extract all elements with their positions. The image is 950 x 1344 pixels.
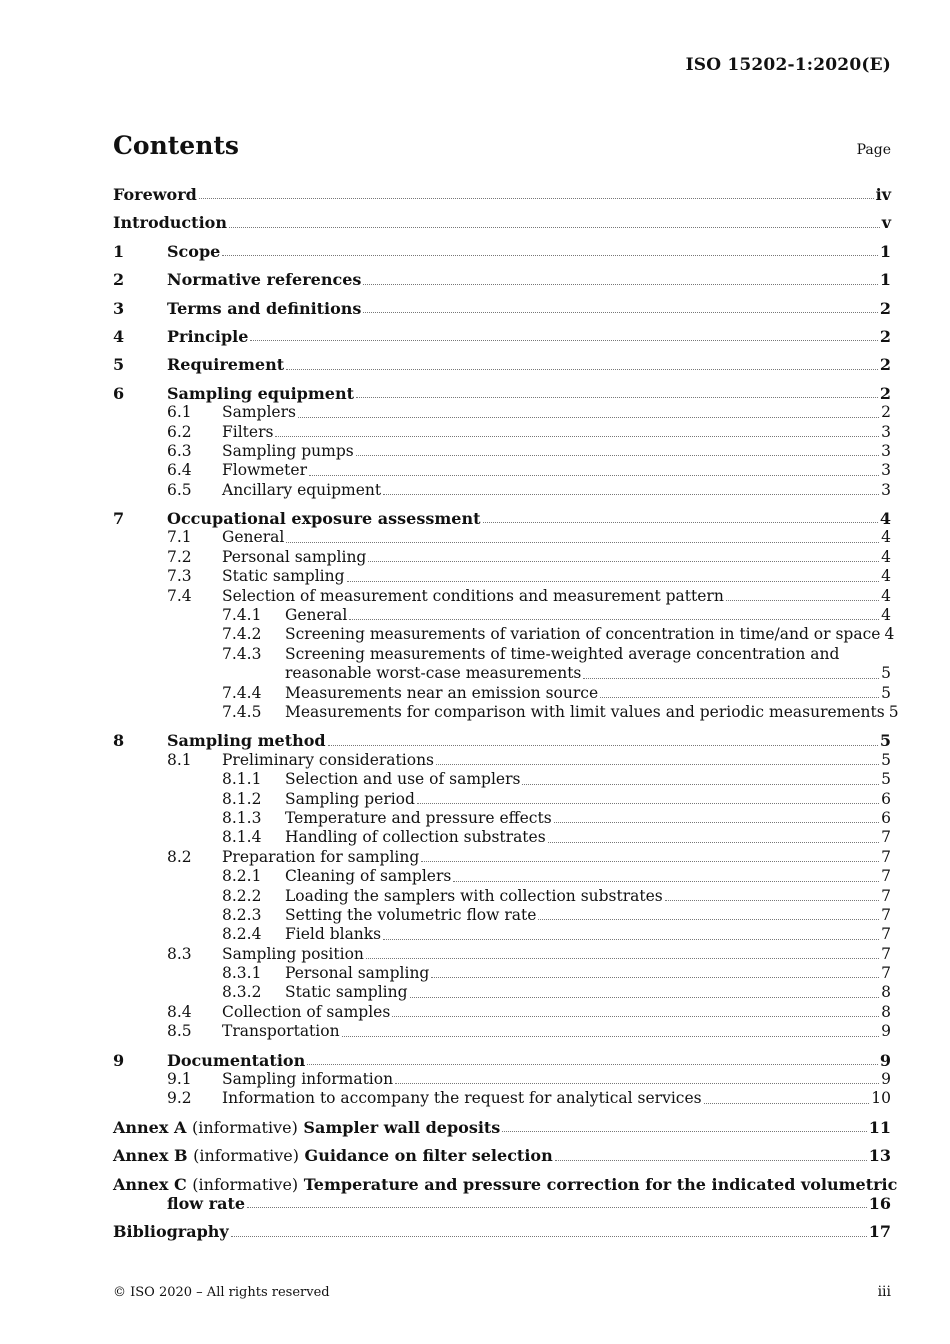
toc-entry-number: 7.2 xyxy=(167,547,192,566)
toc-entry-title: General xyxy=(285,606,348,625)
toc-entry-title: Documentation xyxy=(167,1050,306,1070)
toc-entry[interactable] xyxy=(113,945,891,964)
toc-entry-number: 7.3 xyxy=(167,567,192,586)
dot-leader xyxy=(229,226,880,228)
toc-entry-number: 6.2 xyxy=(167,422,192,441)
toc-entry-title: Flowmeter xyxy=(222,461,307,480)
dot-leader xyxy=(363,311,877,313)
toc-entry-page: 6 xyxy=(881,789,891,808)
toc-entry-number: 8.3.2 xyxy=(222,983,262,1002)
toc-entry[interactable] xyxy=(113,587,891,606)
toc-entry-page: 4 xyxy=(881,567,891,586)
toc-entry-title: Bibliography xyxy=(113,1222,229,1242)
toc-entry[interactable] xyxy=(113,299,891,318)
toc-entry-title: Preparation for sampling xyxy=(222,847,420,866)
dot-leader xyxy=(431,976,879,978)
toc-entry[interactable] xyxy=(113,731,891,750)
annex-label: Annex A xyxy=(113,1117,187,1137)
toc-entry-title: Setting the volumetric flow rate xyxy=(285,905,537,924)
toc-entry-title: Collection of samples xyxy=(222,1002,391,1021)
toc-entry-number: 7.4.1 xyxy=(222,606,262,625)
toc-entry-number: 8.1.4 xyxy=(222,828,262,847)
toc-entry-title: Filters xyxy=(222,422,274,441)
toc-entry-number: 8.2.4 xyxy=(222,925,262,944)
toc-entry-page: 8 xyxy=(881,1002,891,1021)
toc-entry-number: 3 xyxy=(113,298,125,318)
dot-leader xyxy=(453,880,879,882)
dot-leader xyxy=(383,938,879,940)
toc-entry-title: Requirement xyxy=(167,355,285,375)
dot-leader xyxy=(307,1063,878,1065)
toc-entry[interactable] xyxy=(113,964,891,983)
toc-entry-page: 2 xyxy=(879,326,891,346)
toc-entry-page: 7 xyxy=(881,925,891,944)
toc-entry-number: 8.2.3 xyxy=(222,905,262,924)
annex-label: Annex C xyxy=(113,1174,187,1194)
dot-leader xyxy=(726,599,879,601)
toc-entry-title: Sampling position xyxy=(222,944,364,963)
dot-leader xyxy=(199,197,874,199)
dot-leader xyxy=(548,841,879,843)
toc-entry-number: 8 xyxy=(113,731,125,751)
toc-entry-title: Static sampling xyxy=(285,983,408,1002)
toc-entry-title: Selection of measurement conditions and measurement pattern xyxy=(222,586,724,605)
dot-leader xyxy=(222,254,878,256)
toc-entry-page: 3 xyxy=(881,422,891,441)
dot-leader xyxy=(554,821,879,823)
toc-entry-title: Sampling method xyxy=(167,731,326,751)
toc-entry-number: 7.1 xyxy=(167,528,192,547)
dot-leader xyxy=(483,521,878,523)
toc-entry-number: 8.3 xyxy=(167,944,192,963)
toc-entry-title: Sampling pumps xyxy=(222,441,354,460)
dot-leader xyxy=(309,474,879,476)
document-id: ISO 15202-1:2020(E) xyxy=(685,55,891,75)
dot-leader xyxy=(363,283,877,285)
toc-entry-page: 9 xyxy=(879,1050,891,1070)
toc-entry-number: 7.4.5 xyxy=(222,703,262,721)
toc-entry-page: 2 xyxy=(879,383,891,403)
toc-entry-number: 7.4.3 xyxy=(222,644,262,663)
toc-entry-page: 11 xyxy=(868,1117,891,1137)
toc-entry-title: Preliminary considerations xyxy=(222,750,435,769)
toc-entry-title: Principle xyxy=(167,326,249,346)
toc-entry-page: 5 xyxy=(888,703,899,721)
toc-entry-number: 6.1 xyxy=(167,403,192,422)
toc-entry-number: 8.3.1 xyxy=(222,964,262,983)
page-number: iii xyxy=(877,1284,891,1300)
toc-entry-number: 7.4.4 xyxy=(222,683,262,702)
toc-entry-page: 5 xyxy=(879,731,891,751)
toc-entry-page: 2 xyxy=(881,403,891,422)
toc-entry[interactable] xyxy=(113,751,891,770)
toc-entry-page: iv xyxy=(875,185,891,204)
dot-leader xyxy=(366,957,879,959)
toc-entry-page: 13 xyxy=(868,1146,891,1166)
dot-leader xyxy=(275,435,879,437)
toc-entry[interactable] xyxy=(113,703,899,722)
dot-leader xyxy=(421,860,879,862)
dot-leader xyxy=(231,1235,867,1237)
dot-leader xyxy=(417,802,879,804)
annex-title: Temperature and pressure correction for the indicated volumetric xyxy=(303,1174,898,1194)
toc-entry-page: 1 xyxy=(879,241,891,261)
toc-entry-page: 9 xyxy=(881,1070,891,1089)
toc-entry-title: Loading the samplers with collection substrates xyxy=(285,886,663,905)
toc-entry-page: 7 xyxy=(881,867,891,886)
toc-entry-page: 7 xyxy=(881,847,891,866)
toc-entry-number: 7 xyxy=(113,509,125,529)
toc-entry-title: Occupational exposure assessment xyxy=(167,509,481,529)
toc-entry-title: Introduction xyxy=(113,213,227,233)
dot-leader xyxy=(436,763,879,765)
toc-entry[interactable] xyxy=(113,270,891,289)
toc-entry-title: Ancillary equipment xyxy=(222,480,382,499)
toc-entry[interactable] xyxy=(113,548,891,567)
toc-entry[interactable] xyxy=(113,1051,891,1070)
toc-entry-page: 3 xyxy=(881,461,891,480)
dot-leader xyxy=(356,454,879,456)
dot-leader xyxy=(368,560,879,562)
toc-entry-title: Measurements near an emission source xyxy=(285,683,599,702)
toc-entry[interactable] xyxy=(113,423,891,442)
toc-entry[interactable] xyxy=(113,790,891,809)
toc-entry-page: 4 xyxy=(879,509,891,529)
dot-leader xyxy=(347,580,880,582)
toc-entry-page: v xyxy=(881,213,891,233)
toc-entry-page: 8 xyxy=(881,983,891,1002)
page-column-label: Page xyxy=(856,142,891,158)
annex-title: Guidance on filter selection xyxy=(304,1146,553,1166)
toc-entry-title: Foreword xyxy=(113,185,197,204)
toc-entry[interactable] xyxy=(113,213,891,232)
toc-entry[interactable] xyxy=(113,355,891,374)
toc-entry-title: Temperature and pressure effects xyxy=(285,808,552,827)
toc-entry[interactable] xyxy=(113,327,891,346)
toc-entry-number: 6.3 xyxy=(167,441,192,460)
toc-entry[interactable] xyxy=(113,509,891,528)
dot-leader xyxy=(600,696,879,698)
copyright-notice: © ISO 2020 – All rights reserved xyxy=(113,1285,330,1300)
toc-entry-title: Scope xyxy=(167,241,221,261)
toc-entry[interactable] xyxy=(113,1070,891,1089)
toc-entry-page: 4 xyxy=(881,547,891,566)
toc-entry-number: 2 xyxy=(113,270,125,290)
toc-entry-title: Field blanks xyxy=(285,925,382,944)
toc-entry-number: 7.4 xyxy=(167,586,192,605)
dot-leader xyxy=(247,1206,867,1208)
toc-entry[interactable] xyxy=(113,809,891,828)
toc-entry[interactable] xyxy=(113,645,891,684)
toc-entry-title: Screening measurements of time-weighted average concentration and xyxy=(285,644,840,663)
dot-leader xyxy=(538,918,879,920)
toc-entry-page: 10 xyxy=(871,1089,891,1108)
toc-entry-page: 4 xyxy=(881,606,891,625)
toc-entry-number: 8.1.1 xyxy=(222,770,262,789)
toc-entry-title: Sampling equipment xyxy=(167,383,354,403)
toc-entry-number: 9.1 xyxy=(167,1070,192,1089)
toc-entry-page: 3 xyxy=(881,441,891,460)
dot-leader xyxy=(342,1035,880,1037)
toc-entry-title: Sampling information xyxy=(222,1070,394,1089)
toc-entry-title: Personal sampling xyxy=(285,964,430,983)
toc-entry-number: 7.4.2 xyxy=(222,625,262,644)
dot-leader xyxy=(286,368,878,370)
annex-title: Sampler wall deposits xyxy=(303,1117,501,1137)
toc-entry-title xyxy=(113,1146,553,1165)
toc-entry-page: 17 xyxy=(868,1222,891,1242)
toc-entry-page: 6 xyxy=(881,808,891,827)
toc-entry[interactable] xyxy=(113,403,891,422)
toc-entry[interactable] xyxy=(113,1146,891,1165)
toc-entry[interactable] xyxy=(113,828,891,847)
toc-entry-number: 6.5 xyxy=(167,480,192,499)
toc-entry-page: 3 xyxy=(881,480,891,499)
toc-entry[interactable] xyxy=(113,770,891,789)
dot-leader xyxy=(356,396,878,398)
toc-entry[interactable] xyxy=(113,1174,898,1214)
toc-entry[interactable] xyxy=(113,1089,891,1108)
toc-entry-number: 8.2.1 xyxy=(222,867,262,886)
toc-entry-title xyxy=(113,1118,500,1137)
toc-entry-number: 8.5 xyxy=(167,1022,192,1041)
toc-entry-number: 1 xyxy=(113,241,125,261)
toc-entry-title xyxy=(113,1175,897,1194)
toc-entry-page: 9 xyxy=(881,1022,891,1041)
dot-leader xyxy=(349,618,879,620)
table-of-contents xyxy=(113,185,899,1242)
toc-entry-number: 9 xyxy=(113,1050,125,1070)
annex-type: (informative) xyxy=(192,1174,299,1194)
toc-entry[interactable] xyxy=(113,606,891,625)
toc-entry[interactable] xyxy=(113,925,891,944)
toc-entry[interactable] xyxy=(113,625,895,644)
toc-entry[interactable] xyxy=(113,684,891,703)
toc-entry-number: 6 xyxy=(113,383,125,403)
toc-entry-page: 4 xyxy=(881,586,891,605)
toc-entry[interactable] xyxy=(113,461,891,480)
toc-entry[interactable] xyxy=(113,242,891,261)
toc-entry-number: 8.2.2 xyxy=(222,886,262,905)
dot-leader xyxy=(286,541,879,543)
toc-entry-number: 6.4 xyxy=(167,461,192,480)
toc-entry-number: 8.4 xyxy=(167,1002,192,1021)
dot-leader xyxy=(555,1159,867,1161)
toc-entry-title: Personal sampling xyxy=(222,547,367,566)
toc-entry-title: Information to accompany the request for analytical services xyxy=(222,1089,702,1108)
toc-entry-number: 8.1 xyxy=(167,750,192,769)
toc-entry-page: 2 xyxy=(879,355,891,375)
toc-entry-page: 5 xyxy=(881,683,891,702)
toc-entry-page: 7 xyxy=(881,828,891,847)
annex-type: (informative) xyxy=(191,1117,298,1137)
toc-entry[interactable] xyxy=(113,887,891,906)
dot-leader xyxy=(665,899,879,901)
toc-entry[interactable] xyxy=(113,1003,891,1022)
toc-entry[interactable] xyxy=(113,848,891,867)
toc-entry-title: Sampling period xyxy=(285,789,415,808)
dot-leader xyxy=(328,744,878,746)
dot-leader xyxy=(395,1082,879,1084)
toc-entry-page: 7 xyxy=(881,944,891,963)
toc-entry-number: 9.2 xyxy=(167,1089,192,1108)
dot-leader xyxy=(410,996,880,998)
toc-entry-title: reasonable worst-case measurements xyxy=(285,664,582,683)
toc-entry-number: 5 xyxy=(113,355,125,375)
toc-entry[interactable] xyxy=(113,528,891,547)
toc-entry-title: Screening measurements of variation of concentration in time/and or space xyxy=(285,625,881,644)
toc-entry-number: 4 xyxy=(113,326,125,346)
toc-entry-title: Normative references xyxy=(167,270,362,290)
toc-entry-title: Cleaning of samplers xyxy=(285,867,452,886)
toc-entry-title: Selection and use of samplers xyxy=(285,770,521,789)
toc-entry[interactable] xyxy=(113,384,891,403)
toc-entry-page: 4 xyxy=(884,625,895,644)
toc-entry-page: 1 xyxy=(879,270,891,290)
toc-entry-number: 8.2 xyxy=(167,847,192,866)
toc-entry[interactable] xyxy=(113,185,891,204)
toc-entry[interactable] xyxy=(113,983,891,1002)
toc-entry-page: 4 xyxy=(881,528,891,547)
toc-entry-page: 7 xyxy=(881,905,891,924)
toc-entry-page: 5 xyxy=(881,770,891,789)
toc-entry[interactable] xyxy=(113,567,891,586)
toc-entry-page: 7 xyxy=(881,964,891,983)
toc-entry[interactable] xyxy=(113,1022,891,1041)
dot-leader xyxy=(583,677,879,679)
page-title: Contents xyxy=(113,131,240,160)
toc-entry-number: 8.1.3 xyxy=(222,808,262,827)
toc-entry-title: Static sampling xyxy=(222,567,345,586)
toc-entry[interactable] xyxy=(113,442,891,461)
toc-entry-title: Handling of collection substrates xyxy=(285,828,546,847)
toc-entry-title: Measurements for comparison with limit values and periodic measurements xyxy=(285,703,885,721)
toc-entry-title: Terms and definitions xyxy=(167,298,362,318)
annex-label: Annex B xyxy=(113,1146,188,1166)
toc-entry[interactable] xyxy=(113,867,891,886)
toc-entry[interactable] xyxy=(113,481,891,500)
dot-leader xyxy=(298,416,879,418)
toc-entry-page: 5 xyxy=(881,664,891,683)
dot-leader xyxy=(383,493,879,495)
toc-entry-page: 16 xyxy=(868,1193,891,1213)
toc-entry-title: Samplers xyxy=(222,403,296,422)
dot-leader xyxy=(704,1102,870,1104)
toc-entry-page: 2 xyxy=(879,298,891,318)
toc-entry-page: 7 xyxy=(881,886,891,905)
annex-type: (informative) xyxy=(193,1146,299,1166)
toc-entry-title: flow rate xyxy=(167,1193,246,1213)
toc-entry-title: Transportation xyxy=(222,1022,340,1041)
dot-leader xyxy=(392,1015,879,1017)
toc-entry-title: General xyxy=(222,528,285,547)
dot-leader xyxy=(502,1130,866,1132)
toc-entry[interactable] xyxy=(113,1118,891,1137)
dot-leader xyxy=(250,339,877,341)
toc-entry-number: 8.1.2 xyxy=(222,789,262,808)
toc-entry[interactable] xyxy=(113,906,891,925)
toc-entry[interactable] xyxy=(113,1222,891,1241)
dot-leader xyxy=(522,783,879,785)
toc-entry-page: 5 xyxy=(881,750,891,769)
